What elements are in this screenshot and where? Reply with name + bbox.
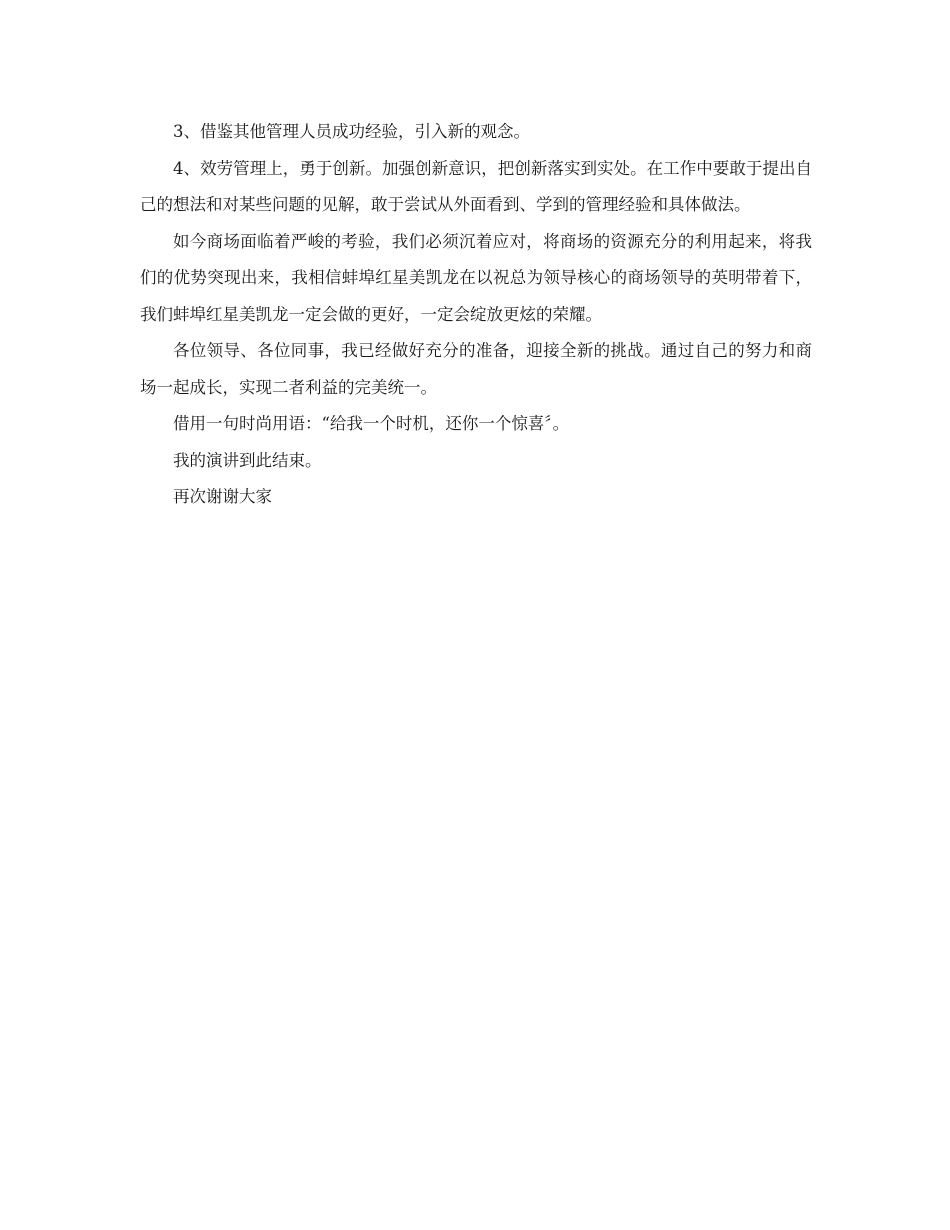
paragraph-challenge: 如今商场面临着严峻的考验，我们必须沉着应对，将商场的资源充分的利用起来，将我们的优势突现出来，我相信蚌埠红星美凯龙在以祝总为领导核心的商场领导的英明带着下，我们蚌埠红星美凯龙一定会做的更好，一定会绽放更炫的荣耀。 [140, 231, 812, 324]
paragraph-thanks: 再次谢谢大家 [173, 487, 272, 506]
paragraph-closing: 我的演讲到此结束。 [173, 450, 322, 470]
document-body [140, 114, 812, 516]
paragraph-readiness: 各位领导、各位同事，我已经做好充分的准备，迎接全新的挑战。通过自己的努力和商场一起成长，实现二者利益的完美统一。 [140, 341, 812, 397]
paragraph-point-4: 4、效劳管理上，勇于创新。加强创新意识，把创新落实到实处。在工作中要敢于提出自己的想法和对某些问题的见解，敢于尝试从外面看到、学到的管理经验和具体做法。 [140, 158, 812, 214]
paragraph-point-3: 3、借鉴其他管理人员成功经验，引入新的观念。 [173, 122, 530, 141]
paragraph-quote: 借用一句时尚用语：“给我一个时机，还你一个惊喜〞。 [173, 414, 570, 433]
